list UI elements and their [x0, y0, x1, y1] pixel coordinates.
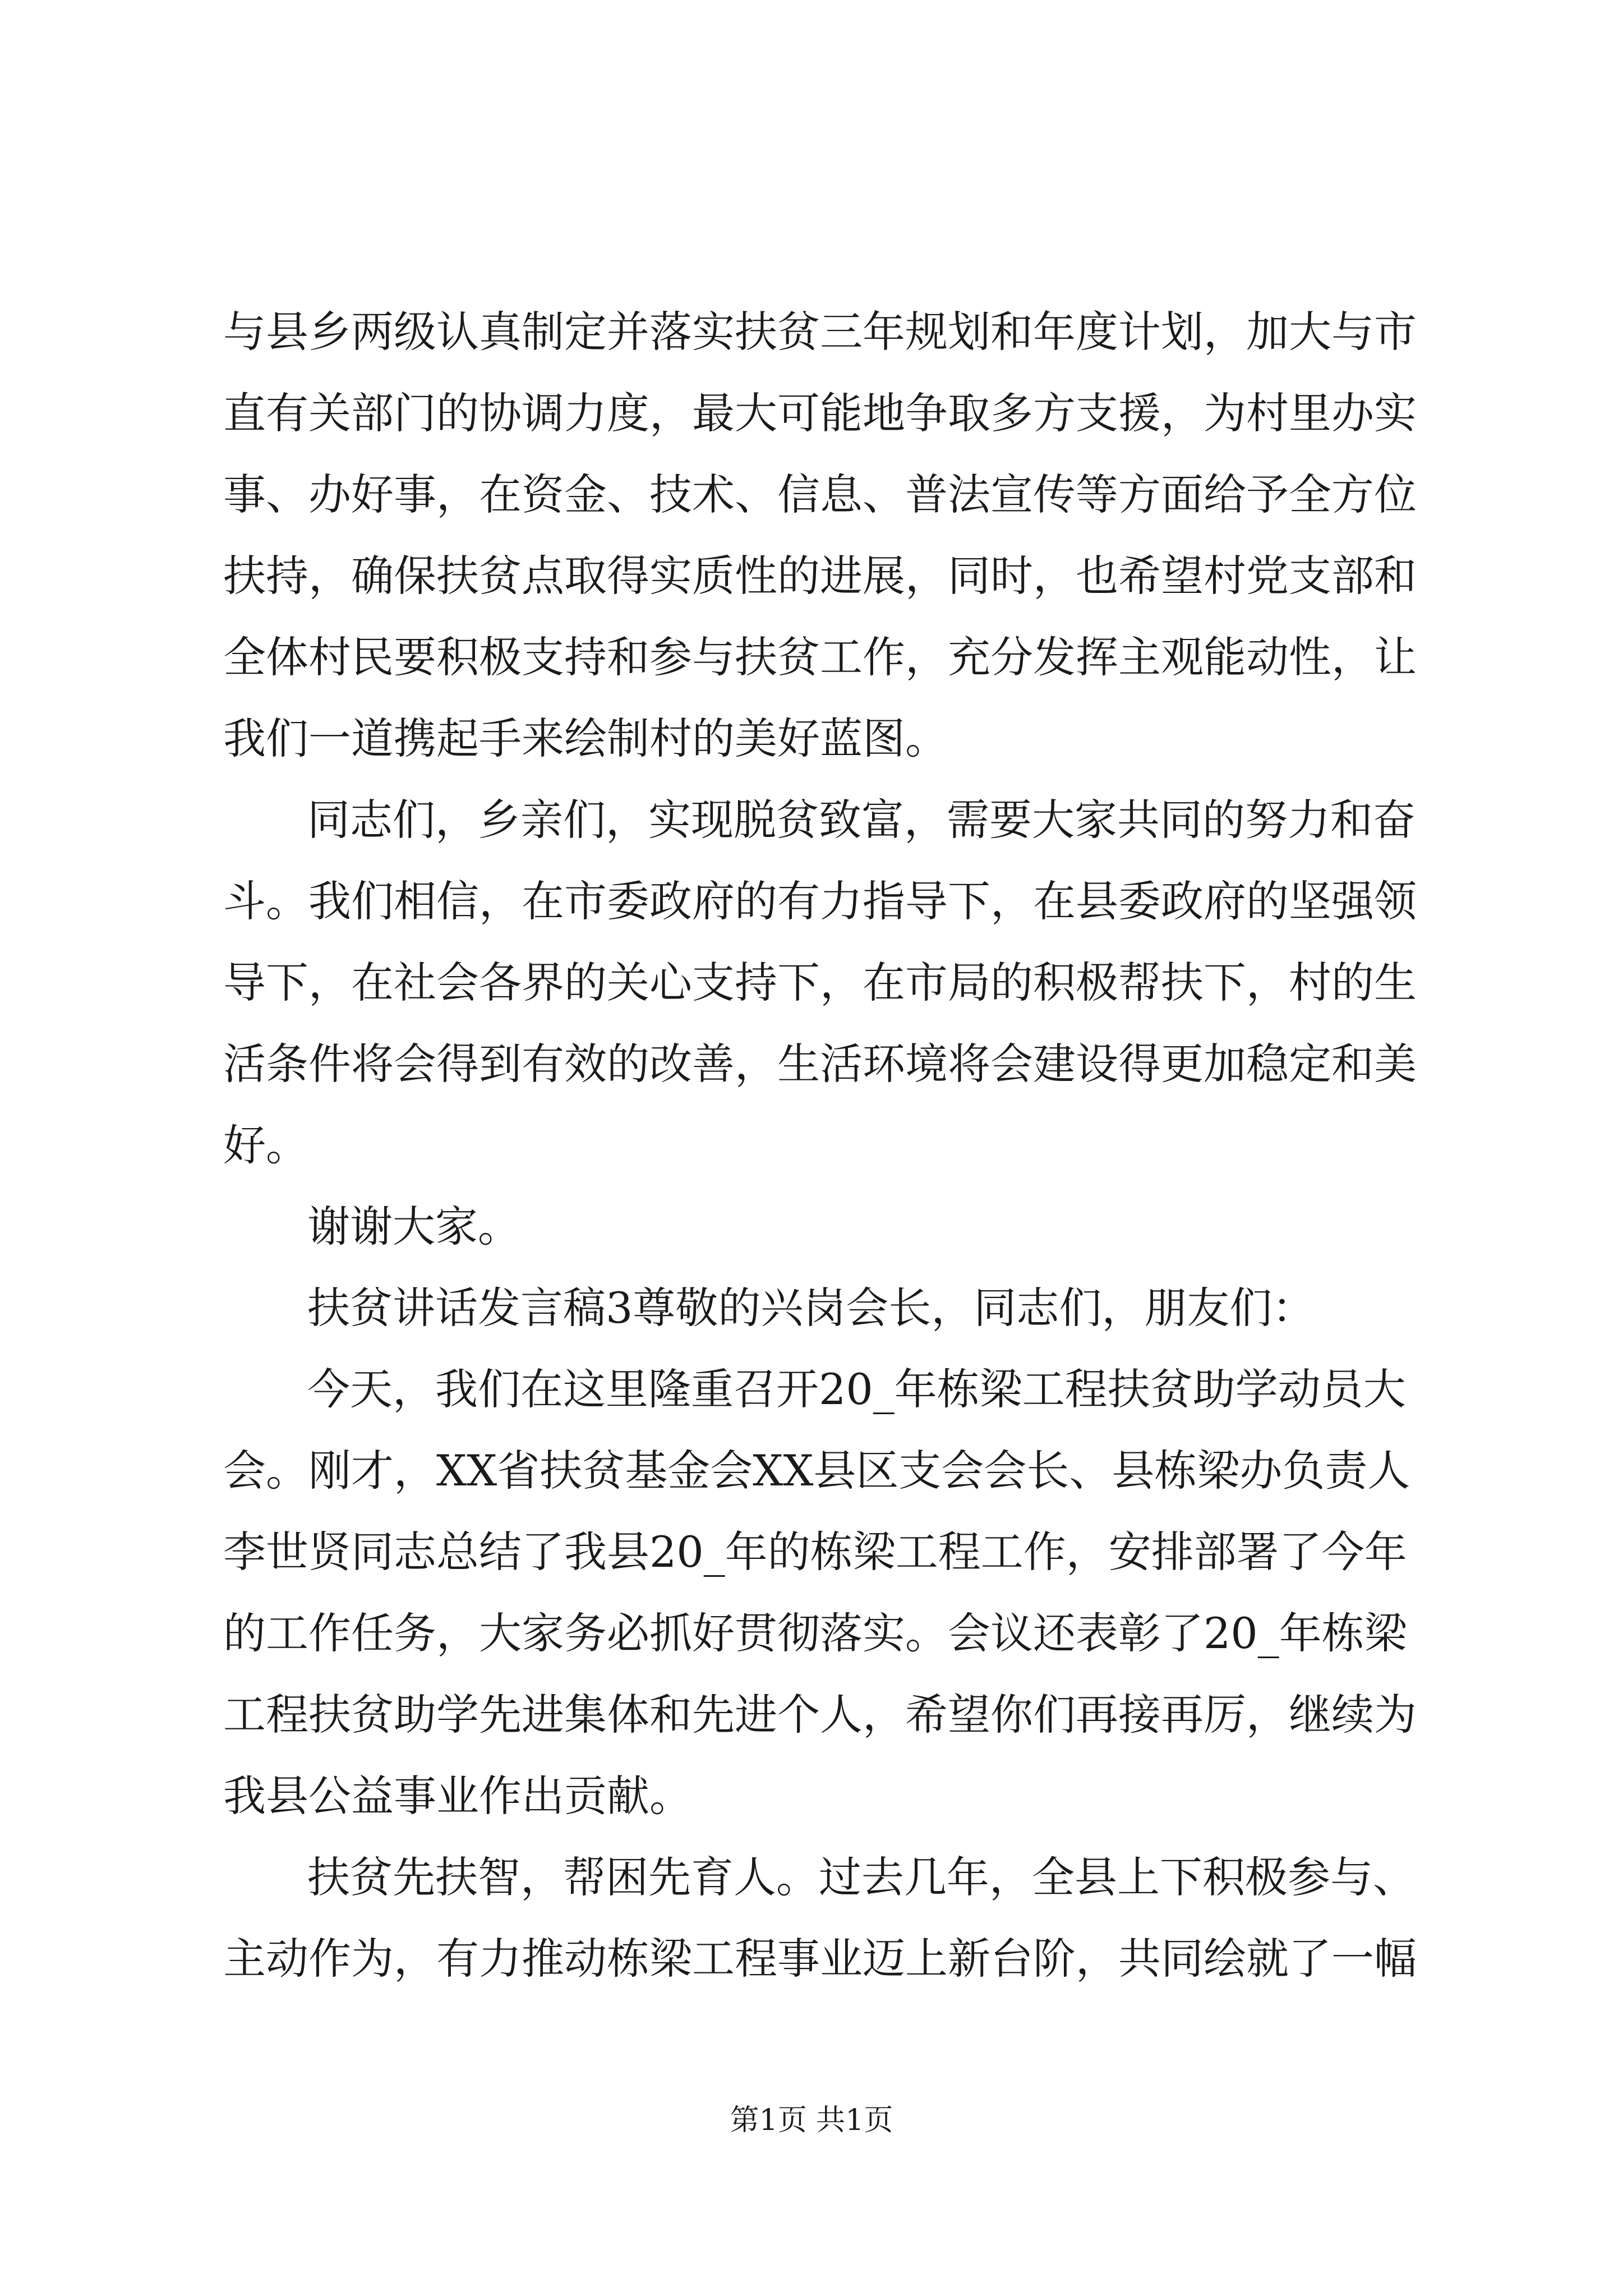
paragraph-first-line: 今天，我们在这里隆重召开20_年栋梁工程扶贫助学动员大 — [307, 1364, 1406, 1414]
body-text-line: 李世贤同志总结了我县20_年的栋梁工程工作，安排部署了今年 — [223, 1527, 1407, 1577]
page-footer: 第1页 共1页 — [730, 2104, 893, 2137]
body-text-line: 我们一道携起手来绘制村的美好蓝图。 — [223, 714, 948, 763]
paragraph-first-line: 同志们，乡亲们，实现脱贫致富，需要大家共同的努力和奋 — [307, 795, 1415, 845]
body-text-line: 导下，在社会各界的关心支持下，在市局的积极帮扶下，村的生 — [223, 958, 1417, 1007]
body-text-line: 工程扶贫助学先进集体和先进个人，希望你们再接再厉，继续为 — [223, 1690, 1417, 1740]
body-text-line: 好。 — [223, 1120, 308, 1170]
paragraph-first-line: 谢谢大家。 — [307, 1202, 520, 1251]
body-text-line: 的工作任务，大家务必抓好贯彻落实。会议还表彰了20_年栋梁 — [223, 1608, 1407, 1658]
body-text-line: 斗。我们相信，在市委政府的有力指导下，在县委政府的坚强领 — [223, 876, 1417, 926]
body-text-line: 事、办好事，在资金、技术、信息、普法宣传等方面给予全方位 — [223, 470, 1417, 519]
body-text-line: 会。刚才，XX省扶贫基金会XX县区支会会长、县栋梁办负责人 — [223, 1446, 1410, 1496]
paragraph-first-line: 扶贫讲话发言稿3尊敬的兴岗会长，同志们，朋友们： — [307, 1283, 1315, 1333]
paragraph-first-line: 扶贫先扶智，帮困先育人。过去几年，全县上下积极参与、 — [307, 1852, 1415, 1902]
body-text-line: 全体村民要积极支持和参与扶贫工作，充分发挥主观能动性，让 — [223, 632, 1417, 682]
body-text-line: 主动作为，有力推动栋梁工程事业迈上新台阶，共同绘就了一幅 — [223, 1934, 1417, 1984]
body-text-line: 活条件将会得到有效的改善，生活环境将会建设得更加稳定和美 — [223, 1039, 1417, 1089]
body-text-line: 直有关部门的协调力度，最大可能地争取多方支援，为村里办实 — [223, 388, 1417, 438]
body-text-line: 与县乡两级认真制定并落实扶贫三年规划和年度计划，加大与市 — [223, 307, 1417, 357]
body-text-line: 扶持，确保扶贫点取得实质性的进展，同时，也希望村党支部和 — [223, 551, 1417, 601]
body-text-line: 我县公益事业作出贡献。 — [223, 1771, 692, 1821]
